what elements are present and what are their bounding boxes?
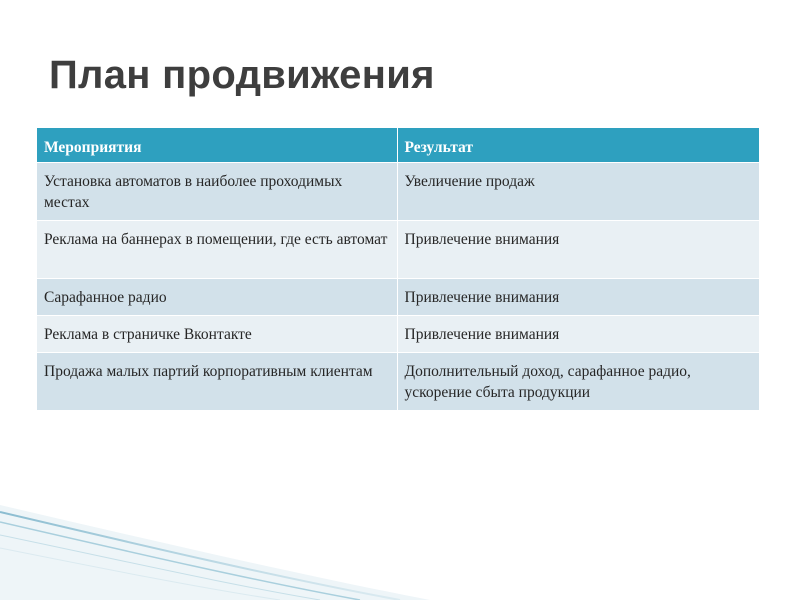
header-activities: Мероприятия [37, 128, 397, 163]
activity-cell: Сарафанное радио [37, 279, 397, 316]
result-cell: Привлечение внимания [397, 221, 759, 279]
header-result: Результат [397, 128, 759, 163]
activity-cell: Продажа малых партий корпоративным клиентам [37, 353, 397, 411]
table-row [37, 221, 759, 279]
result-cell: Дополнительный доход, сарафанное радио, ускорение сбыта продукции [397, 353, 759, 411]
result-cell: Увеличение продаж [397, 163, 759, 221]
promotion-plan-table [37, 128, 760, 411]
table-row [37, 316, 759, 353]
activity-cell: Реклама на баннерах в помещении, где есть автомат [37, 221, 397, 279]
result-cell: Привлечение внимания [397, 279, 759, 316]
slide-title: План продвижения [49, 53, 435, 97]
table-header-row [37, 128, 759, 163]
table-row [37, 163, 759, 221]
activity-cell: Установка автоматов в наиболее проходимых местах [37, 163, 397, 221]
result-cell: Привлечение внимания [397, 316, 759, 353]
activity-cell: Реклама в страничке Вконтакте [37, 316, 397, 353]
table-row [37, 279, 759, 316]
table-row [37, 353, 759, 411]
